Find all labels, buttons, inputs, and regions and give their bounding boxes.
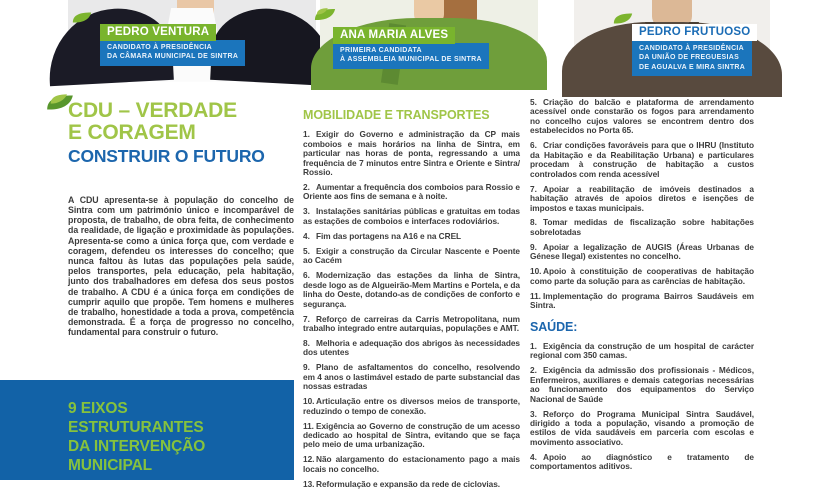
list-item [303,207,520,226]
item-text: Não alargamento do estacionamento pago a mais locais no concelho. [303,454,520,474]
headline-block [68,100,298,166]
item-text: Implementação do programa Bairros Saudáveis em Sintra. [530,290,754,311]
axes-line: MUNICIPAL [68,456,153,474]
headline-blue: CONSTRUIR O FUTURO [68,145,265,166]
axes-line: 9 EIXOS [68,400,128,417]
axes-line: ESTRUTURANTES [68,418,204,436]
list-item [530,342,754,361]
item-text: Modernização das estações da linha de Sintra, desde logo as de Algueirão-Mem Martins e Portela, e da linha do Oeste, dotando-as de condições de conforto e segurança. [303,270,520,309]
list-item [303,315,520,334]
list-item [303,422,520,450]
item-number: 13. [303,478,315,489]
axes-box-title [68,400,205,476]
item-number: 3. [530,408,537,419]
item-text: Reformulação e expansão da rede de ciclovias. [316,478,501,489]
item-number: 8. [530,217,537,228]
leaf-icon [46,94,74,111]
list-item [530,453,754,472]
leaf-icon [613,12,633,25]
axes-line: DA INTERVENÇÃO [68,437,206,455]
candidate-title-line: DE AGUALVA E MIRA SINTRA [639,63,746,71]
candidate-name-badge: PEDRO FRUTUOSO [632,24,757,41]
candidate-title-line: DA UNIÃO DE FREGUESIAS [639,54,740,62]
item-number: 5. [303,245,310,256]
list-item [303,480,520,489]
candidate-title-line: DA CÂMARA MUNICIPAL DE SINTRA [107,53,239,61]
item-text: Tomar medidas de fiscalização sobre habitações sobrelotadas [530,217,754,237]
item-number: 7. [303,313,310,324]
candidate-title-badge [333,43,489,69]
item-text: Apoio ao diagnóstico e tratamento de comportamentos aditivos. [530,451,754,472]
candidate-title-badge [100,40,245,66]
candidate-title-line: PRIMEIRA CANDIDATA [340,47,422,54]
item-number: 9. [530,241,537,252]
leaf-icon [314,7,336,22]
candidate-name-badge: PEDRO VENTURA [100,24,216,41]
item-number: 6. [303,270,310,281]
item-number: 1. [530,340,537,351]
list-item [303,232,520,241]
axes-box [0,380,294,480]
item-text: Exigir do Governo e administração da CP mais comboios e mais horários na linha de Sintra, em particular nas horas de ponta, regressando a uma frequência de 7 minutos entre Sintra e Oriente e Sintra/ Rossio. [303,129,520,178]
candidate-title-badge [632,41,752,76]
candidate-title-line: À ASSEMBLEIA MUNICIPAL DE SINTRA [340,56,482,64]
list-item [303,271,520,309]
item-number: 11. [530,290,541,301]
item-number: 9. [303,362,310,373]
list-item [530,243,754,262]
list-item [530,141,754,179]
list-item [303,397,520,416]
item-text: Exigência da construção de um hospital de carácter regional com 350 camas. [530,340,754,361]
item-text: Reforço de carreiras da Carris Metropolitana, num trabalho integrado entre autarquias, populações e AMT. [303,313,520,333]
candidate-name-badge: ANA MARIA ALVES [333,27,455,44]
list-item [530,98,754,136]
list-item [303,455,520,474]
section-title-mobilidade: MOBILIDADE E TRANSPORTES [303,108,490,122]
list-item [303,363,520,391]
item-text: Exigir a construção da Circular Nascente e Poente ao Cacém [303,245,520,266]
intro-paragraph: A CDU apresenta-se à população do concelho de Sintra com um património único e incomparável de proposta, de trabalho, de obra feita, de conhecimento da realidade, de ligação e proximidade às populações. Apresenta-se como a única força que, com verdade e coragem, defendeu os interesses do concelho; que nunca faltou às lutas das populações pela saúde, pelos transportes, pela educação, pela habitação, junto dos trabalhadores em defesa dos seus postos de trabalho. A CDU é a única força em condições de cumprir aquilo que propõe. Tem homens e mulheres de trabalho, honestidade a toda a prova, competência demonstrada. É a força de progresso no concelho, fundamental para construir o futuro. [68,194,294,338]
item-text: Melhoria e adequação dos abrigos às necessidades dos utentes [303,337,520,358]
list-item [530,185,754,213]
item-text: Apoiar a legalização de AUGIS (Áreas Urbanas de Génese Ilegal) existentes no concelho. [530,241,754,262]
item-text: Exigência ao Governo de construção de um acesso dedicado ao hospital de Sintra, evitando que se faça pelo meio de uma urbanização. [303,420,520,450]
item-text: Plano de asfaltamentos do concelho, resolvendo em 4 anos o lastimável estado de parte substancial das nossas estradas [303,362,520,392]
item-text: Articulação entre os diversos meios de transporte, reduzindo o tempo de conexão. [303,396,520,416]
item-number: 5. [530,97,537,107]
list-item [303,183,520,202]
item-number: 2. [530,365,537,376]
item-number: 7. [530,183,537,194]
item-number: 12. [303,454,315,465]
list-item [303,339,520,358]
item-text: Apoiar a reabilitação de imóveis destinados a habitação através de apoios diretos e isenções de impostos e taxas municipais. [530,183,754,213]
item-number: 2. [303,182,310,193]
item-number: 10. [303,396,315,407]
item-text: Reforço do Programa Municipal Sintra Saudável, dirigido a toda a população, visando a promoção de estilos de vida saudáveis em parceria com escolas e movimento associativo. [530,408,754,447]
leaf-icon [72,11,92,24]
item-text: Aumentar a frequência dos comboios para Rossio e Oriente aos fins de semana e à noite. [303,182,520,202]
item-number: 10. [530,266,542,277]
headline-green [68,100,298,144]
item-number: 1. [303,129,310,140]
list-item [303,247,520,266]
column-mobilidade [303,108,520,495]
column-habitacao-saude [530,98,754,477]
list-item [530,218,754,237]
headline-line-1: CDU – VERDADE [68,99,237,122]
item-text: Instalações sanitárias públicas e gratuitas em todas as estações de comboios e interfaces rodoviários. [303,206,520,226]
item-number: 11. [303,420,314,431]
item-number: 4. [530,451,537,462]
item-number: 8. [303,337,310,348]
item-text: Apoio à constituição de cooperativas de habitação como parte da solução para as carências de habitação. [530,266,754,286]
item-text: Exigência da admissão dos profissionais - Médicos, Enfermeiros, auxiliares e demais categorias necessárias ao funcionamento dos equipamentos do Serviço Nacional de Saúde [530,365,754,404]
item-text: Criar condições favoráveis para que o IHRU (Instituto da Habitação e da Reabilitação Urbana) e particulares procedam à construção de habitação a custos controlados com renda acessível [530,140,754,179]
item-number: 6. [530,140,537,151]
headline-line-2: E CORAGEM [68,120,196,144]
item-text: Fim das portagens na A16 e na CREL [316,230,462,241]
list-item [530,292,754,311]
list-item [303,130,520,177]
list-item [530,267,754,286]
item-text: Criação do balcão e plataforma de arrendamento acessível onde constarão os fogos para arrendamento no concelho cujos valores se encontrem dentro dos estabelecidos no Porta 65. [530,97,754,136]
item-number: 4. [303,230,310,241]
candidate-title-line: CANDIDATO À PRESIDÊNCIA [639,45,745,52]
list-item [530,366,754,404]
item-number: 3. [303,206,310,217]
section-title-saude: SAÚDE: [530,319,578,334]
list-item [530,410,754,448]
candidate-title-line: CANDIDATO À PRESIDÊNCIA [107,44,213,51]
